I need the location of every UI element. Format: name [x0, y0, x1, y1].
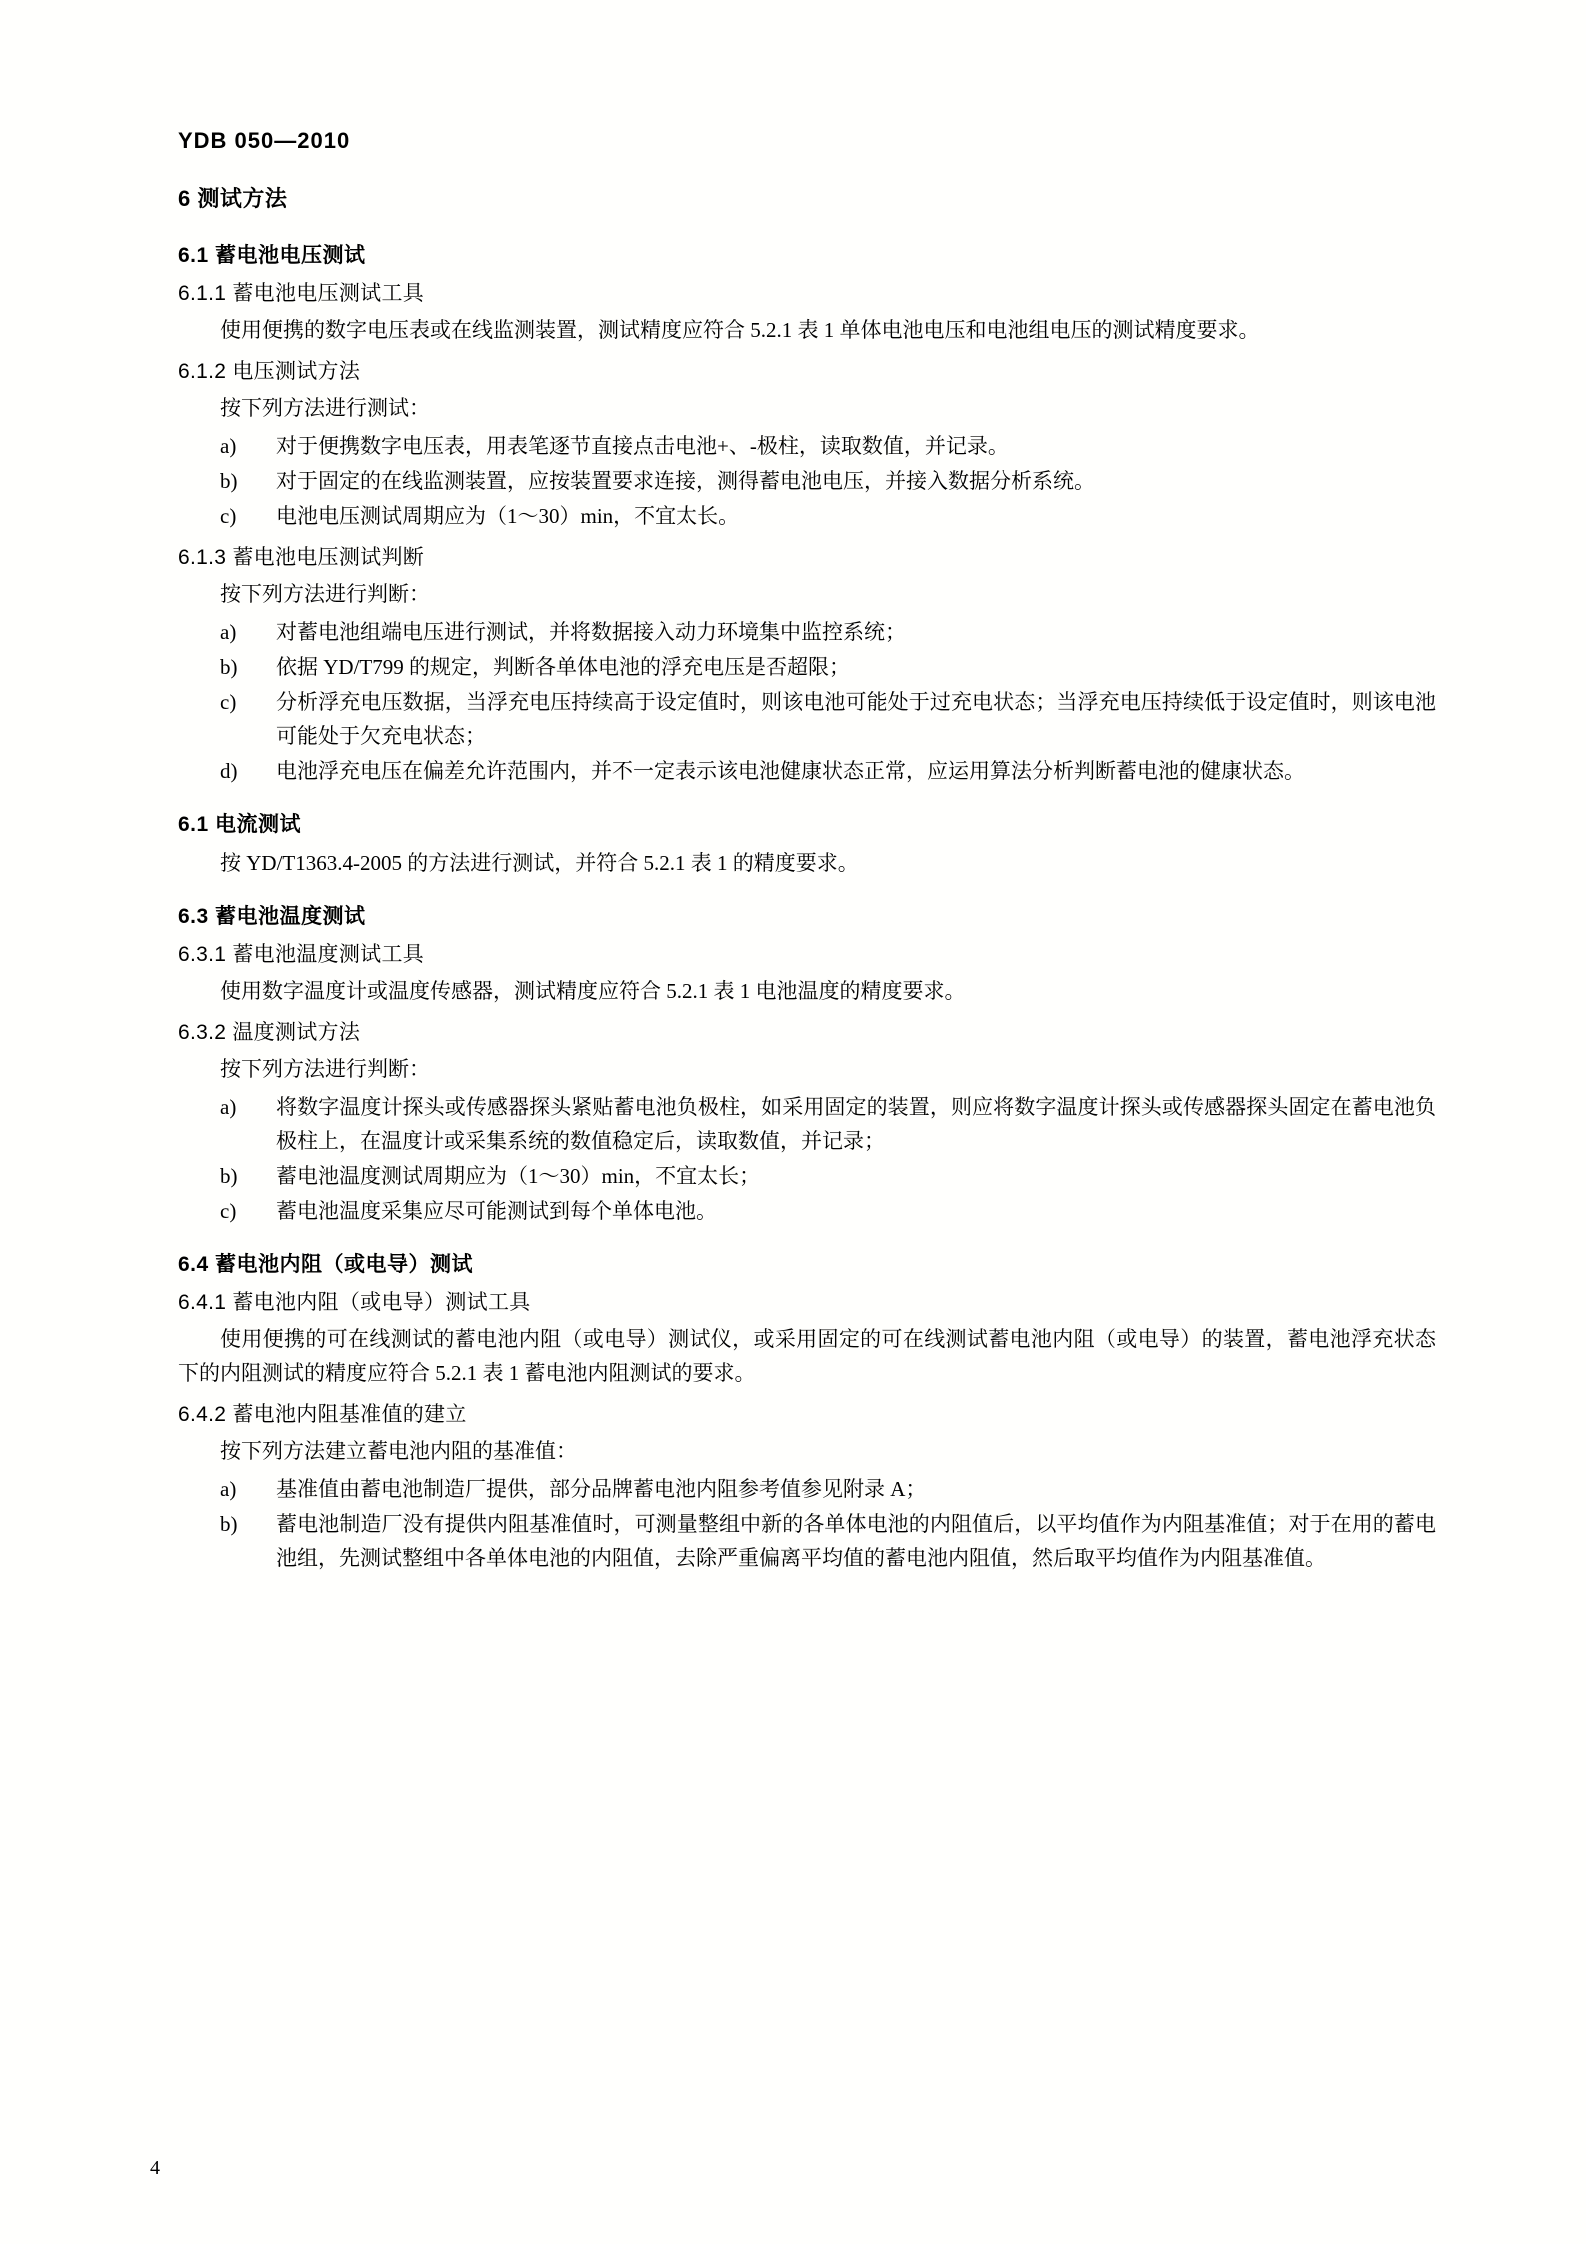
list-6-4-2	[178, 1472, 1436, 1575]
list-item	[178, 754, 1436, 788]
section-heading-6-4: 6.4 蓄电池内阻（或电导）测试	[178, 1253, 474, 1277]
list-item	[178, 1472, 1436, 1506]
paragraph-6-3-1: 使用数字温度计或温度传感器，测试精度应符合 5.2.1 表 1 电池温度的精度要求。	[220, 979, 966, 1004]
list-item-text: 对于便携数字电压表，用表笔逐节直接点击电池+、-极柱，读取数值，并记录。	[276, 434, 1009, 459]
list-item	[178, 615, 1436, 649]
list-item-text: 依据 YD/T799 的规定，判断各单体电池的浮充电压是否超限；	[276, 655, 850, 680]
list-6-1-3	[178, 615, 1436, 788]
list-item-text: 将数字温度计探头或传感器探头紧贴蓄电池负极柱，如采用固定的装置，则应将数字温度计探头或传感器探头固定在蓄电池负极柱上，在温度计或采集系统的数值稳定后，读取数值，并记录；	[276, 1095, 1436, 1154]
lead-in-6-4-2: 按下列方法建立蓄电池内阻的基准值：	[220, 1439, 577, 1464]
list-item-text: 蓄电池制造厂没有提供内阻基准值时，可测量整组中新的各单体电池的内阻值后，以平均值作为内阻基准值；对于在用的蓄电池组，先测试整组中各单体电池的内阻值，去除严重偏离平均值的蓄电池内阻值，然后取平均值作为内阻基准值。	[276, 1512, 1436, 1571]
paragraph-6-1-1: 使用便携的数字电压表或在线监测装置，测试精度应符合 5.2.1 表 1 单体电池电压和电池组电压的测试精度要求。	[220, 318, 1260, 342]
standard-id-header: YDB 050—2010	[178, 128, 351, 153]
lead-in-6-1-2: 按下列方法进行测试：	[220, 396, 430, 421]
lead-in-6-1-3: 按下列方法进行判断：	[220, 582, 430, 607]
list-item	[178, 1090, 1436, 1158]
list-item	[178, 685, 1436, 753]
list-marker: b)	[220, 1164, 238, 1189]
list-item-text: 对蓄电池组端电压进行测试，并将数据接入动力环境集中监控系统；	[276, 620, 906, 645]
list-marker: c)	[220, 1199, 237, 1224]
section-heading-6-1-3: 6.1.3 蓄电池电压测试判断	[178, 546, 425, 570]
section-heading-6: 6 测试方法	[178, 186, 288, 211]
section-heading-6-1-1: 6.1.1 蓄电池电压测试工具	[178, 282, 425, 305]
list-item-text: 蓄电池温度测试周期应为（1～30）min，不宜太长；	[276, 1164, 761, 1189]
section-heading-6-1-2: 6.1.2 电压测试方法	[178, 360, 361, 384]
list-item	[178, 1194, 1436, 1228]
section-heading-6-4-2: 6.4.2 蓄电池内阻基准值的建立	[178, 1403, 467, 1427]
list-item	[178, 1159, 1436, 1193]
list-6-1-2	[178, 429, 1436, 533]
section-heading-6-3: 6.3 蓄电池温度测试	[178, 905, 366, 929]
list-marker: b)	[220, 469, 238, 494]
list-marker: a)	[220, 620, 237, 645]
list-item	[178, 650, 1436, 684]
list-item	[178, 499, 1436, 533]
list-item-text: 电池电压测试周期应为（1～30）min，不宜太长。	[276, 504, 740, 529]
section-heading-6-1: 6.1 蓄电池电压测试	[178, 244, 366, 267]
list-marker: c)	[220, 690, 237, 715]
lead-in-6-3-2: 按下列方法进行判断：	[220, 1057, 430, 1082]
section-heading-6-3-1: 6.3.1 蓄电池温度测试工具	[178, 943, 425, 967]
paragraph-6-4-1: 使用便携的可在线测试的蓄电池内阻（或电导）测试仪，或采用固定的可在线测试蓄电池内阻（或电导）的装置，蓄电池浮充状态下的内阻测试的精度应符合 5.2.1 表 1 蓄电池内阻测试的要求。	[178, 1327, 1436, 1386]
list-marker: c)	[220, 504, 237, 529]
paragraph-6-2: 按 YD/T1363.4-2005 的方法进行测试，并符合 5.2.1 表 1 的精度要求。	[220, 851, 859, 876]
list-marker: a)	[220, 434, 237, 459]
list-marker: b)	[220, 655, 238, 680]
section-heading-6-3-2: 6.3.2 温度测试方法	[178, 1021, 361, 1045]
section-heading-6-4-1: 6.4.1 蓄电池内阻（或电导）测试工具	[178, 1291, 531, 1315]
list-marker: a)	[220, 1477, 237, 1502]
page-number: 4	[150, 2157, 160, 2179]
list-item-text: 电池浮充电压在偏差允许范围内，并不一定表示该电池健康状态正常，应运用算法分析判断蓄电池的健康状态。	[276, 759, 1305, 784]
list-6-3-2	[178, 1090, 1436, 1228]
list-marker: a)	[220, 1095, 237, 1120]
list-item-text: 对于固定的在线监测装置，应按装置要求连接，测得蓄电池电压，并接入数据分析系统。	[276, 469, 1095, 494]
list-item-text: 分析浮充电压数据，当浮充电压持续高于设定值时，则该电池可能处于过充电状态；当浮充电压持续低于设定值时，则该电池可能处于欠充电状态；	[276, 690, 1436, 749]
list-marker: b)	[220, 1512, 238, 1537]
list-item	[178, 1507, 1436, 1575]
list-item	[178, 464, 1436, 498]
list-item-text: 基准值由蓄电池制造厂提供，部分品牌蓄电池内阻参考值参见附录 A；	[276, 1477, 927, 1502]
list-item	[178, 429, 1436, 463]
section-heading-6-2: 6.1 电流测试	[178, 813, 302, 837]
list-marker: d)	[220, 759, 238, 784]
list-item-text: 蓄电池温度采集应尽可能测试到每个单体电池。	[276, 1199, 717, 1224]
